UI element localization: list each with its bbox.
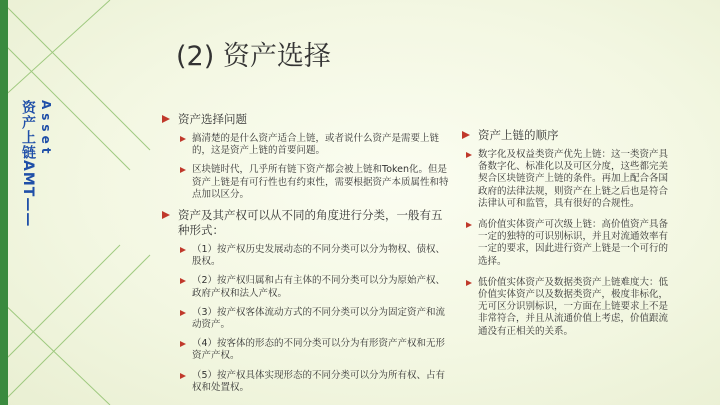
bullet-arrow-icon	[180, 341, 186, 347]
bullet-arrow-icon	[462, 131, 470, 139]
vertical-banner-english: Asset	[39, 100, 53, 158]
bullet-arrow-icon	[180, 278, 186, 284]
bullet-level2: （4）按客体的形态的不同分类可以分为有形资产产权和无形资产产权。	[162, 338, 452, 362]
bullet-arrow-icon	[180, 136, 186, 142]
bullet-arrow-icon	[162, 115, 170, 123]
vertical-banner-chinese: 资产上链AMT——	[20, 100, 36, 228]
bullet-arrow-icon	[466, 222, 472, 228]
bullet-level2: 搞清楚的是什么资产适合上链，或者说什么资产是需要上链的，这是资产上链的首要问题。	[162, 133, 452, 157]
bullet-arrow-icon	[162, 211, 170, 219]
bullet-level2: （2）按产权归属和占有主体的不同分类可以分为原始产权、政府产权和法人产权。	[162, 275, 452, 299]
bullet-level1: 资产上链的顺序	[462, 128, 677, 143]
vertical-banner	[18, 100, 64, 227]
bullet-arrow-icon	[180, 167, 186, 173]
bullet-level2: 低价值实体资产及数据类资产上链难度大：低价值实体资产以及数据类资产，极度非标化，无可区分识别标识，一方面在上链要求上不是非常符合，并且从流通价值上考虑，价值跟流通没有正相关的关系。	[462, 277, 677, 338]
right-column	[462, 128, 677, 347]
bullet-level2: （1）按产权历史发展动态的不同分类可以分为物权、债权、股权。	[162, 244, 452, 268]
bullet-arrow-icon	[180, 247, 186, 253]
bullet-level1: 资产选择问题	[162, 112, 452, 127]
slide-title: (2) 资产选择	[176, 41, 331, 72]
bullet-arrow-icon	[180, 310, 186, 316]
bullet-arrow-icon	[466, 280, 472, 286]
bullet-level2: 高价值实体资产可次级上链：高价值资产具备一定的独特的可识别标识，并且对流通效率有一定的要求，因此进行资产上链是一个可行的选择。	[462, 219, 677, 268]
bullet-level2: （3）按产权客体流动方式的不同分类可以分为固定资产和流动资产。	[162, 307, 452, 331]
left-column	[162, 112, 452, 401]
bullet-level2: 区块链时代，几乎所有链下资产都会被上链和Token化。但是资产上链是有可行性也有约束性，需要根据资产本质属性和特点加以区分。	[162, 164, 452, 201]
bullet-arrow-icon	[466, 152, 472, 158]
bullet-level1: 资产及其产权可以从不同的角度进行分类，一般有五种形式：	[162, 208, 452, 238]
bullet-level2: 数字化及权益类资产优先上链：这一类资产具备数字化、标准化以及可区分度，这些都完美契合区块链资产上链的条件。再加上配合各国政府的法律法规，则资产在上链之后也是符合法律认可和监管，具有很好的合规性。	[462, 149, 677, 210]
bullet-arrow-icon	[180, 373, 186, 379]
bullet-level2: （5）按产权具体实现形态的不同分类可以分为所有权、占有权和处置权。	[162, 370, 452, 394]
accent-side-bar	[0, 0, 8, 405]
